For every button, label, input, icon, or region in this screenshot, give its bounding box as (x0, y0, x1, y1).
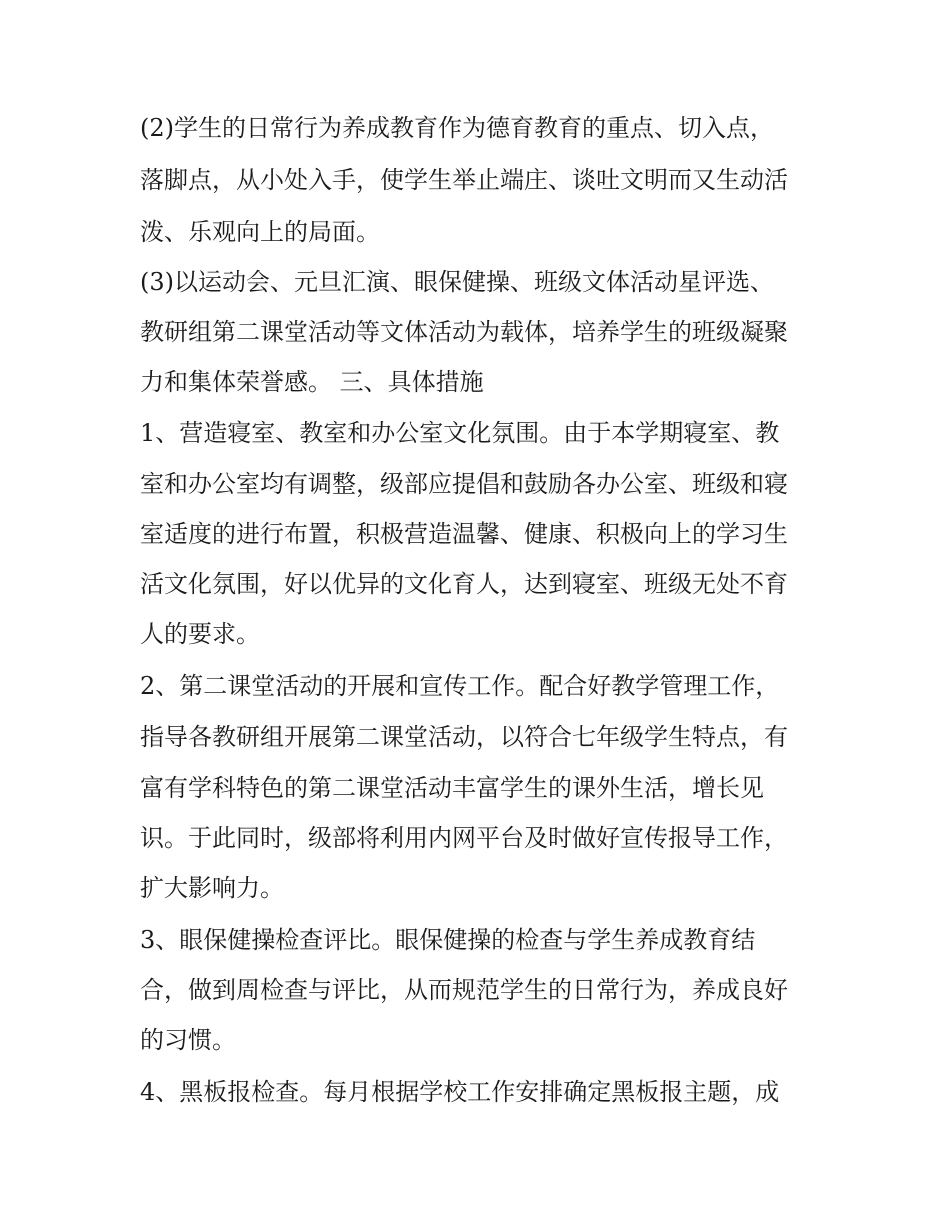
text-line: 的习惯。 (140, 1026, 236, 1054)
text-line: 扩大影响力。 (140, 874, 284, 902)
text-line: (2)学生的日常行为养成教育作为德育教育的重点、切入点， (140, 114, 774, 142)
text-line: 泼、乐观向上的局面。 (140, 218, 380, 246)
text-line: 4、黑板报检查。每月根据学校工作安排确定黑板报主题，成 (140, 1078, 780, 1106)
text-line: 3、眼保健操检查评比。眼保健操的检查与学生养成教育结 (140, 926, 756, 954)
text-line: 指导各教研组开展第二课堂活动，以符合七年级学生特点，有 (140, 723, 788, 751)
text-line: 富有学科特色的第二课堂活动丰富学生的课外生活，增长见 (140, 774, 764, 802)
text-line: (3)以运动会、元旦汇演、眼保健操、班级文体活动星评选、 (140, 268, 774, 296)
text-line: 2、第二课堂活动的开展和宣传工作。配合好教学管理工作， (140, 672, 780, 700)
text-line: 室和办公室均有调整，级部应提倡和鼓励各办公室、班级和寝 (140, 470, 788, 498)
text-line: 合，做到周检查与评比，从而规范学生的日常行为，养成良好 (140, 976, 788, 1004)
text-line: 室适度的进行布置，积极营造温馨、健康、积极向上的学习生 (140, 520, 788, 548)
text-line: 人的要求。 (140, 620, 260, 648)
text-line: 力和集体荣誉感。 三、具体措施 (140, 368, 484, 396)
text-line: 活文化氛围，好以优异的文化育人，达到寝室、班级无处不育 (140, 570, 788, 598)
text-line: 1、营造寝室、教室和办公室文化氛围。由于本学期寝室、教 (140, 419, 780, 447)
text-line: 教研组第二课堂活动等文体活动为载体，培养学生的班级凝聚 (140, 318, 788, 346)
text-line: 落脚点，从小处入手，使学生举止端庄、谈吐文明而又生动活 (140, 166, 788, 194)
text-line: 识。于此同时，级部将利用内网平台及时做好宣传报导工作， (140, 824, 788, 852)
